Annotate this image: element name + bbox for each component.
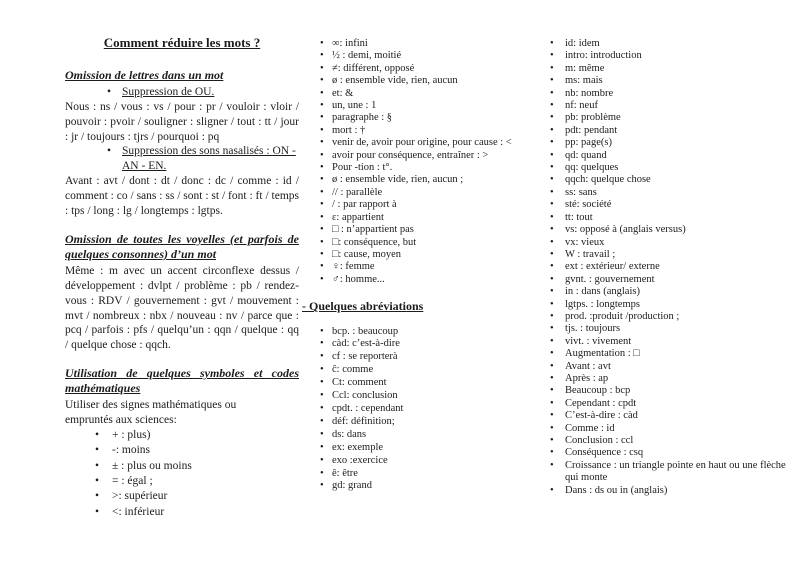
bullet-list-suppression-ou: [65, 85, 299, 100]
list-item: • = : égal ;: [95, 474, 299, 489]
list-item: • ø : ensemble vide, rien, aucun ;: [320, 174, 518, 186]
list-item: • ∞: infini: [320, 38, 518, 50]
list-item: • ê: être: [320, 468, 518, 481]
symbols-codes-list: [302, 38, 518, 286]
section-heading-symboles-math: Utilisation de quelques symboles et codes mathématiques: [65, 366, 299, 396]
section-heading-omission-voyelles: Omission de toutes les voyelles (et parfois de quelques consonnes) d’un mot: [65, 231, 299, 261]
list-item: • Pour -tion : t°.: [320, 162, 518, 174]
list-item: • Ct: comment: [320, 377, 518, 390]
bullet-list-sons-nasalises: [65, 144, 299, 174]
list-item: • ext : extérieur/ externe: [550, 261, 792, 273]
list-item: • □: conséquence, but: [320, 237, 518, 249]
list-item: • ø : ensemble vide, rien, aucun: [320, 75, 518, 87]
list-item: • prod. :produit /production ;: [550, 311, 792, 323]
paragraph-omission-voyelles-examples: Même : m avec un accent circonflexe dessus / développement : dvlpt / problème : pb / rendez-vous : RDV / gouvernement : gvt / mouvement : mvt / nombreux : nbx / nouveau : nv / parce que : pcq / parfois : pfs / quelqu’un : qqn / quelque : qq / quelque chose : qqch.: [65, 264, 299, 352]
list-item: • pp: page(s): [550, 137, 792, 149]
list-item: • Cependant : cpdt: [550, 398, 792, 410]
list-item: • -: moins: [95, 443, 299, 458]
paragraph-symboles-intro: Utiliser des signes mathématiques ou empruntés aux sciences:: [65, 399, 237, 426]
left-column: [65, 36, 299, 520]
list-item: • Beaucoup : bcp: [550, 385, 792, 397]
list-item: • bcp. : beaucoup: [320, 326, 518, 339]
list-item: • // : parallèle: [320, 187, 518, 199]
list-item: • □: cause, moyen: [320, 249, 518, 261]
list-item: • vivt. : vivement: [550, 336, 792, 348]
list-item: • ms: mais: [550, 75, 792, 87]
list-item: • intro: introduction: [550, 50, 792, 62]
list-item: • ± : plus ou moins: [95, 459, 299, 474]
list-item: • in : dans (anglais): [550, 286, 792, 298]
list-item: • vs: opposé à (anglais versus): [550, 224, 792, 236]
list-item: • Avant : avt: [550, 361, 792, 373]
right-column: [540, 38, 792, 497]
list-item: • Après : ap: [550, 373, 792, 385]
list-item: • pdt: pendant: [550, 125, 792, 137]
list-item: • ≠: différent, opposé: [320, 63, 518, 75]
section-heading-quelques-abreviations: - Quelques abréviations: [302, 299, 424, 314]
list-item: • ds: dans: [320, 429, 518, 442]
paragraph-sons-nasalises-examples: Avant : avt / dont : dt / donc : dc / comme : id / comment : co / sans : ss / sont : st / font : ft / temps : tps / long : lg / longtemps : lgtps.: [65, 175, 299, 218]
list-item: • ss: sans: [550, 187, 792, 199]
list-item: • qqch: quelque chose: [550, 174, 792, 186]
list-item: • W : travail ;: [550, 249, 792, 261]
list-item: • Conclusion : ccl: [550, 435, 792, 447]
list-item: • nb: nombre: [550, 88, 792, 100]
bullet-sons-nasalises: Suppression des sons nasalisés : ON - AN - EN.: [122, 145, 296, 173]
list-item: • ex: exemple: [320, 442, 518, 455]
page-title: Comment réduire les mots ?: [103, 35, 261, 50]
list-item: • >: supérieur: [95, 489, 299, 504]
list-item: • ½ : demi, moitié: [320, 50, 518, 62]
list-item: • càd: c’est-à-dire: [320, 338, 518, 351]
list-item: • tt: tout: [550, 212, 792, 224]
list-item: • C’est-à-dire : càd: [550, 410, 792, 422]
list-item: • ♀: femme: [320, 261, 518, 273]
list-item: • <: inférieur: [95, 505, 299, 520]
list-item: • déf: définition;: [320, 416, 518, 429]
list-item: [107, 85, 299, 100]
list-item: • sté: société: [550, 199, 792, 211]
list-item: • pb: problème: [550, 112, 792, 124]
abbreviations-list-1: [302, 326, 518, 494]
list-item: • avoir pour conséquence, entraîner : >: [320, 150, 518, 162]
section-heading-omission-lettres: Omission de lettres dans un mot: [65, 67, 224, 82]
abbreviations-list-2: [540, 38, 792, 497]
list-item: • qq: quelques: [550, 162, 792, 174]
list-item: • lgtps. : longtemps: [550, 299, 792, 311]
list-item: • Ccl: conclusion: [320, 390, 518, 403]
paragraph-suppression-ou-examples: Nous : ns / vous : vs / pour : pr / vouloir : vloir / pouvoir : pvoir / souligner : sligner / tout : tt / jour : jr / toujours : tjrs / pourquoi : pq: [65, 100, 299, 143]
list-item: • ĉ: comme: [320, 364, 518, 377]
list-item: • cf : se reporterà: [320, 351, 518, 364]
list-item: • paragraphe : §: [320, 112, 518, 124]
list-item: [107, 144, 299, 174]
list-item: • cpdt. : cependant: [320, 403, 518, 416]
list-item: • ε: appartient: [320, 212, 518, 224]
list-item: • Augmentation : □: [550, 348, 792, 360]
list-item: • Comme : id: [550, 423, 792, 435]
list-item: • Croissance : un triangle pointe en haut ou une flèche qui monte: [550, 460, 792, 485]
list-item: • ♂: homme...: [320, 274, 518, 286]
list-item: • qd: quand: [550, 150, 792, 162]
list-item: • venir de, avoir pour origine, pour cause : <: [320, 137, 518, 149]
list-item: • gd: grand: [320, 480, 518, 493]
bullet-suppression-ou: Suppression de OU.: [122, 85, 215, 98]
list-item: • mort : †: [320, 125, 518, 137]
list-item: • id: idem: [550, 38, 792, 50]
list-item: • vx: vieux: [550, 237, 792, 249]
list-item: • Dans : ds ou in (anglais): [550, 485, 792, 497]
list-item: • exo :exercice: [320, 455, 518, 468]
list-item: • + : plus): [95, 428, 299, 443]
list-item: • un, une : 1: [320, 100, 518, 112]
list-item: • et: &: [320, 88, 518, 100]
math-symbols-list: [65, 428, 299, 520]
list-item: • Conséquence : csq: [550, 447, 792, 459]
list-item: • gvnt. : gouvernement: [550, 274, 792, 286]
middle-column: [302, 38, 518, 493]
list-item: • □ : n’appartient pas: [320, 224, 518, 236]
list-item: • nf: neuf: [550, 100, 792, 112]
list-item: • / : par rapport à: [320, 199, 518, 211]
list-item: • tjs. : toujours: [550, 323, 792, 335]
list-item: • m: même: [550, 63, 792, 75]
